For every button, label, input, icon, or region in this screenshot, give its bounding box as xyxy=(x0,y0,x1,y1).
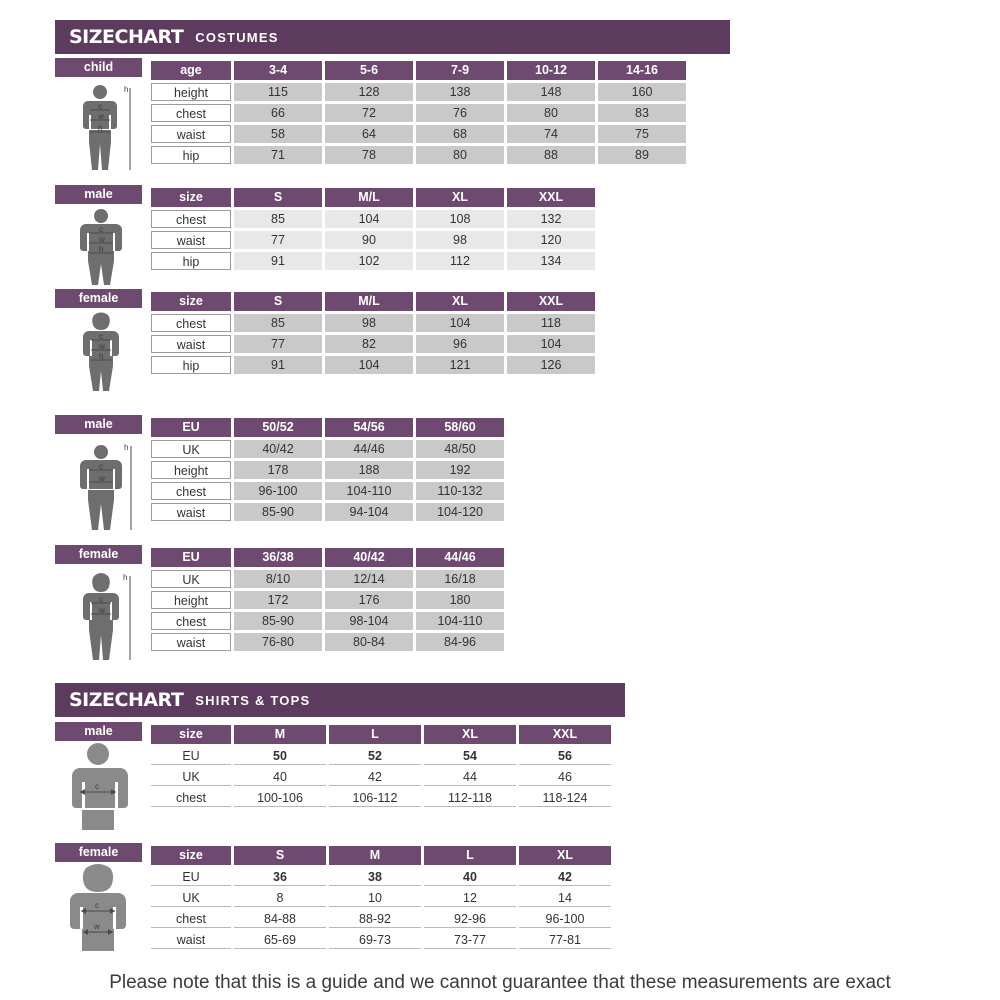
column-header: S xyxy=(234,188,322,207)
row-label: waist xyxy=(151,633,231,651)
cell: 12/14 xyxy=(325,570,413,588)
footer-note: Please note that this is a guide and we cannot guarantee that these measurements are exact xyxy=(109,972,891,993)
cell: 80 xyxy=(416,146,504,164)
cell: 180 xyxy=(416,591,504,609)
svg-text:w: w xyxy=(99,474,105,483)
table-row xyxy=(151,314,595,332)
row-label: hip xyxy=(151,146,231,164)
cell: 72 xyxy=(325,104,413,122)
cell: 104-120 xyxy=(416,503,504,521)
table-row xyxy=(151,931,611,949)
cell: 10 xyxy=(329,889,421,907)
row-label: waist xyxy=(151,335,231,353)
cell: 84-96 xyxy=(416,633,504,651)
cell: 8 xyxy=(234,889,326,907)
svg-text:w: w xyxy=(99,606,105,615)
table-female-costumes xyxy=(148,289,598,377)
cell: 91 xyxy=(234,252,322,270)
table-header-row xyxy=(151,61,686,80)
svg-text:c: c xyxy=(99,332,103,341)
table-row xyxy=(151,83,686,101)
figure-female-eu xyxy=(58,566,144,662)
row-label: hip xyxy=(151,252,231,270)
table-row xyxy=(151,910,611,928)
cell: 138 xyxy=(416,83,504,101)
table-row xyxy=(151,612,504,630)
cell: 76 xyxy=(416,104,504,122)
column-header: M/L xyxy=(325,188,413,207)
cell: 104 xyxy=(325,356,413,374)
cell: 66 xyxy=(234,104,322,122)
table-male-costumes xyxy=(148,185,598,273)
cell: 73-77 xyxy=(424,931,516,949)
column-header: 40/42 xyxy=(325,548,413,567)
column-header: XXL xyxy=(507,188,595,207)
cell: 172 xyxy=(234,591,322,609)
column-header: 5-6 xyxy=(325,61,413,80)
table-row xyxy=(151,461,504,479)
cell: 85-90 xyxy=(234,503,322,521)
table-male-shirts xyxy=(148,722,614,810)
svg-text:c: c xyxy=(95,901,99,910)
banner-title: SIZECHART xyxy=(69,689,184,711)
cell: 94-104 xyxy=(325,503,413,521)
column-header: 3-4 xyxy=(234,61,322,80)
banner-shirts xyxy=(55,683,625,717)
figure-male-eu xyxy=(58,436,144,532)
column-header: M xyxy=(329,846,421,865)
cell: 118 xyxy=(507,314,595,332)
table-female-eu xyxy=(148,545,507,654)
row-label: UK xyxy=(151,889,231,907)
row-label: chest xyxy=(151,789,231,807)
svg-text:h: h xyxy=(99,245,104,254)
column-header: 10-12 xyxy=(507,61,595,80)
column-header: L xyxy=(424,846,516,865)
key-header: size xyxy=(151,292,231,311)
cell: 69-73 xyxy=(329,931,421,949)
cell: 44/46 xyxy=(325,440,413,458)
cell: 110-132 xyxy=(416,482,504,500)
column-header: XL xyxy=(519,846,611,865)
row-label: height xyxy=(151,83,231,101)
table-header-row xyxy=(151,725,611,744)
table-row xyxy=(151,252,595,270)
cell: 85 xyxy=(234,210,322,228)
row-label: EU xyxy=(151,868,231,886)
column-header: L xyxy=(329,725,421,744)
cell: 89 xyxy=(598,146,686,164)
cell: 50 xyxy=(234,747,326,765)
cell: 46 xyxy=(519,768,611,786)
column-header: S xyxy=(234,846,326,865)
cell: 12 xyxy=(424,889,516,907)
cell: 118-124 xyxy=(519,789,611,807)
cell: 132 xyxy=(507,210,595,228)
cell: 98-104 xyxy=(325,612,413,630)
table-row xyxy=(151,482,504,500)
cell: 40 xyxy=(234,768,326,786)
banner-subtitle: COSTUMES xyxy=(195,29,279,45)
cell: 44 xyxy=(424,768,516,786)
row-label: waist xyxy=(151,125,231,143)
cell: 104 xyxy=(507,335,595,353)
cell: 91 xyxy=(234,356,322,374)
cell: 178 xyxy=(234,461,322,479)
cell: 56 xyxy=(519,747,611,765)
cell: 74 xyxy=(507,125,595,143)
cell: 77 xyxy=(234,335,322,353)
row-label: UK xyxy=(151,440,231,458)
cell: 48/50 xyxy=(416,440,504,458)
row-label: chest xyxy=(151,210,231,228)
column-header: 50/52 xyxy=(234,418,322,437)
section-child-costumes xyxy=(55,58,689,167)
key-header: size xyxy=(151,846,231,865)
column-header: XL xyxy=(416,188,504,207)
svg-text:c: c xyxy=(95,782,99,791)
row-label: chest xyxy=(151,482,231,500)
cell: 90 xyxy=(325,231,413,249)
figure-female-costume xyxy=(58,311,144,393)
table-row xyxy=(151,125,686,143)
figure-male-costume xyxy=(58,207,144,287)
column-header: 54/56 xyxy=(325,418,413,437)
cell: 16/18 xyxy=(416,570,504,588)
cell: 71 xyxy=(234,146,322,164)
row-label: chest xyxy=(151,104,231,122)
table-male-eu xyxy=(148,415,507,524)
cell: 80-84 xyxy=(325,633,413,651)
row-label: chest xyxy=(151,910,231,928)
table-female-shirts xyxy=(148,843,614,952)
cell: 85 xyxy=(234,314,322,332)
cell: 75 xyxy=(598,125,686,143)
cell: 98 xyxy=(325,314,413,332)
group-label-male: male xyxy=(55,722,142,741)
svg-text:w: w xyxy=(94,922,100,931)
figure-female-shirt xyxy=(48,862,148,952)
cell: 121 xyxy=(416,356,504,374)
key-header: EU xyxy=(151,418,231,437)
figure-male-shirt xyxy=(48,742,148,832)
cell: 98 xyxy=(416,231,504,249)
cell: 104 xyxy=(325,210,413,228)
cell: 115 xyxy=(234,83,322,101)
cell: 96-100 xyxy=(519,910,611,928)
cell: 42 xyxy=(519,868,611,886)
cell: 120 xyxy=(507,231,595,249)
cell: 100-106 xyxy=(234,789,326,807)
svg-text:c: c xyxy=(99,595,103,604)
row-label: height xyxy=(151,461,231,479)
cell: 80 xyxy=(507,104,595,122)
row-label: height xyxy=(151,591,231,609)
cell: 14 xyxy=(519,889,611,907)
cell: 96-100 xyxy=(234,482,322,500)
cell: 102 xyxy=(325,252,413,270)
cell: 126 xyxy=(507,356,595,374)
key-header: size xyxy=(151,725,231,744)
cell: 76-80 xyxy=(234,633,322,651)
column-header: XL xyxy=(416,292,504,311)
cell: 40/42 xyxy=(234,440,322,458)
svg-text:h: h xyxy=(98,124,103,133)
table-row xyxy=(151,633,504,651)
table-header-row xyxy=(151,418,504,437)
column-header: M xyxy=(234,725,326,744)
cell: 88 xyxy=(507,146,595,164)
table-row xyxy=(151,868,611,886)
row-label: waist xyxy=(151,503,231,521)
cell: 83 xyxy=(598,104,686,122)
row-label: chest xyxy=(151,314,231,332)
table-row xyxy=(151,356,595,374)
svg-text:c: c xyxy=(99,225,103,234)
column-header: XL xyxy=(424,725,516,744)
cell: 77-81 xyxy=(519,931,611,949)
cell: 54 xyxy=(424,747,516,765)
column-header: 58/60 xyxy=(416,418,504,437)
cell: 40 xyxy=(424,868,516,886)
group-label-male: male xyxy=(55,415,142,434)
cell: 64 xyxy=(325,125,413,143)
svg-text:h: h xyxy=(123,573,128,582)
table-row xyxy=(151,503,504,521)
table-header-row xyxy=(151,188,595,207)
table-row xyxy=(151,335,595,353)
key-header: size xyxy=(151,188,231,207)
table-row xyxy=(151,210,595,228)
table-row xyxy=(151,768,611,786)
table-row xyxy=(151,747,611,765)
row-label: UK xyxy=(151,570,231,588)
column-header: 14-16 xyxy=(598,61,686,80)
cell: 104 xyxy=(416,314,504,332)
group-label-male: male xyxy=(55,185,142,204)
svg-text:c: c xyxy=(98,102,102,111)
table-row xyxy=(151,570,504,588)
column-header: S xyxy=(234,292,322,311)
cell: 65-69 xyxy=(234,931,326,949)
row-label: waist xyxy=(151,231,231,249)
cell: 96 xyxy=(416,335,504,353)
svg-text:c: c xyxy=(99,462,103,471)
cell: 112-118 xyxy=(424,789,516,807)
cell: 112 xyxy=(416,252,504,270)
cell: 42 xyxy=(329,768,421,786)
column-header: M/L xyxy=(325,292,413,311)
row-label: waist xyxy=(151,931,231,949)
banner-subtitle: SHIRTS & TOPS xyxy=(195,692,311,708)
cell: 104-110 xyxy=(416,612,504,630)
table-row xyxy=(151,104,686,122)
cell: 68 xyxy=(416,125,504,143)
table-row xyxy=(151,231,595,249)
column-header: XXL xyxy=(507,292,595,311)
cell: 77 xyxy=(234,231,322,249)
table-row xyxy=(151,440,504,458)
group-label-female: female xyxy=(55,545,142,564)
svg-text:w: w xyxy=(98,112,104,121)
group-label-female: female xyxy=(55,289,142,308)
cell: 160 xyxy=(598,83,686,101)
cell: 104-110 xyxy=(325,482,413,500)
svg-text:h: h xyxy=(124,85,129,94)
table-row xyxy=(151,146,686,164)
row-label: chest xyxy=(151,612,231,630)
key-header: age xyxy=(151,61,231,80)
svg-text:h: h xyxy=(99,352,104,361)
column-header: 36/38 xyxy=(234,548,322,567)
cell: 8/10 xyxy=(234,570,322,588)
cell: 82 xyxy=(325,335,413,353)
table-row xyxy=(151,789,611,807)
group-label-female: female xyxy=(55,843,142,862)
cell: 148 xyxy=(507,83,595,101)
cell: 88-92 xyxy=(329,910,421,928)
table-header-row xyxy=(151,846,611,865)
svg-text:h: h xyxy=(124,443,129,452)
cell: 106-112 xyxy=(329,789,421,807)
cell: 176 xyxy=(325,591,413,609)
cell: 188 xyxy=(325,461,413,479)
cell: 58 xyxy=(234,125,322,143)
key-header: EU xyxy=(151,548,231,567)
cell: 192 xyxy=(416,461,504,479)
row-label: UK xyxy=(151,768,231,786)
cell: 134 xyxy=(507,252,595,270)
column-header: XXL xyxy=(519,725,611,744)
row-label: EU xyxy=(151,747,231,765)
table-row xyxy=(151,591,504,609)
cell: 38 xyxy=(329,868,421,886)
group-label-child: child xyxy=(55,58,142,77)
cell: 36 xyxy=(234,868,326,886)
figure-child xyxy=(58,82,144,174)
cell: 128 xyxy=(325,83,413,101)
cell: 84-88 xyxy=(234,910,326,928)
svg-text:w: w xyxy=(99,235,105,244)
banner-costumes xyxy=(55,20,730,54)
cell: 92-96 xyxy=(424,910,516,928)
column-header: 44/46 xyxy=(416,548,504,567)
row-label: hip xyxy=(151,356,231,374)
table-header-row xyxy=(151,292,595,311)
table-child-costumes xyxy=(148,58,689,167)
column-header: 7-9 xyxy=(416,61,504,80)
cell: 78 xyxy=(325,146,413,164)
table-header-row xyxy=(151,548,504,567)
svg-text:w: w xyxy=(99,342,105,351)
cell: 108 xyxy=(416,210,504,228)
cell: 85-90 xyxy=(234,612,322,630)
banner-title: SIZECHART xyxy=(69,26,184,48)
table-row xyxy=(151,889,611,907)
cell: 52 xyxy=(329,747,421,765)
